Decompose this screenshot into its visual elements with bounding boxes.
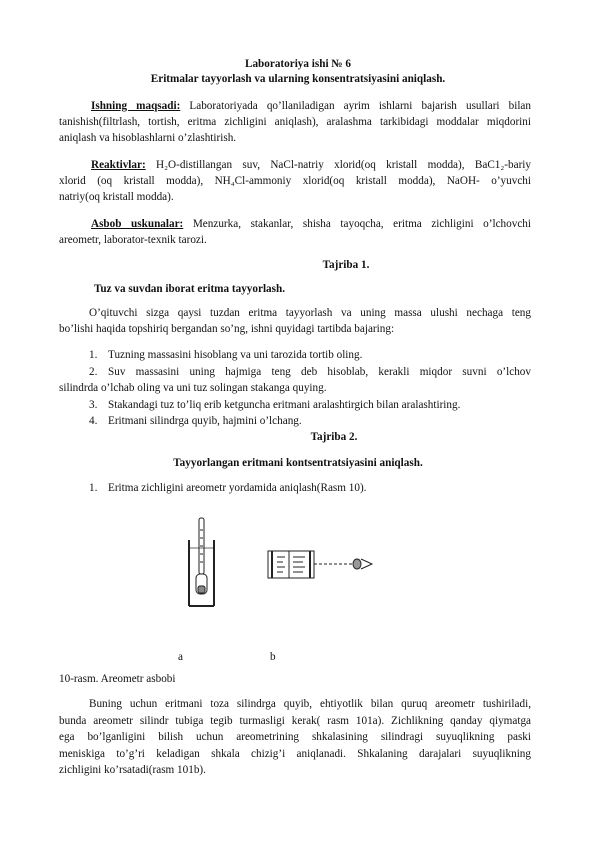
tajriba-1-intro-2: bo’lishi haqida topshiriq bergandan so’ng, ishni quyidagi tartibda bajaring: bbox=[59, 323, 395, 335]
maqsad-line-2: tanishish(filtrlash, tortish, eritma zichligini aniqlash), aralashma tarkibidagi moddalar miqdorini bbox=[59, 116, 531, 128]
reaktivlar-line-2: xlorid (oq kristall modda), NH₄Cl-ammoniy xlorid(oq kristall modda), NaOH- o’yuvchi bbox=[59, 175, 531, 187]
lab-title: Laboratoriya ishi № 6 bbox=[244, 58, 352, 70]
tajriba-2-subheading: Tayyorlangan eritmani kontsentratsiyasini aniqlash. bbox=[173, 457, 423, 469]
step-4-num: 4. bbox=[89, 415, 98, 427]
step-4-text: Eritmani silindrga quyib, hajmini o’lchang. bbox=[108, 415, 302, 427]
figure-label-a: a bbox=[178, 651, 183, 663]
tajriba-1-intro-1: O’qituvchi sizga qaysi tuzdan eritma tayyorlash va uning massa ulushi nechaga teng bbox=[89, 307, 531, 319]
closing-line-2: bunda areometr silindr tubiga tegib turmasligi kerak( rasm 101a). Zichlikning qanday qiymatga bbox=[59, 715, 531, 727]
closing-line-4: meniskiga to’g’ri keladigan shkala chizig’i aniqlanadi. Shkalaning darajalari suyuqlikning bbox=[59, 748, 531, 760]
tajriba-2-step-1-text: Eritma zichligini areometr yordamida aniqlash(Rasm 10). bbox=[108, 482, 367, 494]
closing-line-3: ega bo’lganligini bilish uchun areometrining shkalasining silindragi suyuqlikning paski bbox=[59, 731, 531, 743]
reaktivlar-line-3: natriy(oq kristall modda). bbox=[59, 191, 174, 203]
closing-line-1: Buning uchun eritmani toza silindrga quyib, ehtiyotlik bilan quruq areometr tushiriladi, bbox=[89, 698, 531, 710]
reaktivlar-line-1: Reaktivlar: H₂O-distillangan suv, NaCl-natriy xlorid(oq kristall modda), BaC1₂-bariy bbox=[91, 159, 531, 171]
figure-label-b: b bbox=[270, 651, 276, 663]
areometer-cylinder-a bbox=[189, 518, 214, 606]
closing-line-5: zichligini ko’rsatadi(rasm 101b). bbox=[59, 764, 206, 776]
maqsad-line-3: aniqlash va hisoblashlarni o’zlashtirish. bbox=[59, 132, 237, 144]
step-3-num: 3. bbox=[89, 399, 98, 411]
asbob-label: Asbob uskunalar: bbox=[91, 218, 184, 230]
step-3-text: Stakandagi tuz to’liq erib ketguncha eritmani aralashtirgich bilan aralashtiring. bbox=[108, 399, 461, 411]
tajriba-2-step-1-num: 1. bbox=[89, 482, 98, 494]
tajriba-2-heading: Tajriba 2. bbox=[310, 431, 358, 443]
step-2-num: 2. bbox=[89, 366, 98, 378]
step-1-text: Tuzning massasini hisoblang va uni tarozida tortib oling. bbox=[108, 349, 363, 361]
tajriba-1-heading: Tajriba 1. bbox=[322, 259, 370, 271]
figure-caption: 10-rasm. Areometr asbobi bbox=[59, 673, 176, 685]
step-2-text: Suv massasini uning hajmiga teng deb hisoblab, kerakli miqdor suvni o’lchov bbox=[108, 366, 531, 378]
maqsad-line-1: Ishning maqsadi: Laboratoriyada qo’llaniladigan ayrim ishlarni bajarish usullari bilan bbox=[91, 100, 531, 112]
tajriba-1-subheading: Tuz va suvdan iborat eritma tayyorlash. bbox=[94, 283, 286, 295]
step-1-num: 1. bbox=[89, 349, 98, 361]
reaktivlar-label: Reaktivlar: bbox=[91, 159, 146, 171]
lab-subtitle: Eritmalar tayyorlash va ularning konsentratsiyasini aniqlash. bbox=[150, 73, 446, 85]
asbob-line-2: areometr, laborator-texnik tarozi. bbox=[59, 234, 207, 246]
maqsad-label: Ishning maqsadi: bbox=[91, 100, 181, 112]
asbob-line-1: Asbob uskunalar: Menzurka, stakanlar, shisha tayoqcha, eritma zichligini o’lchovchi bbox=[91, 218, 531, 230]
areometer-scale-b bbox=[268, 551, 372, 578]
step-2-cont: silindrda o’lchab oling va uni tuz solingan stakanga quying. bbox=[59, 382, 327, 394]
